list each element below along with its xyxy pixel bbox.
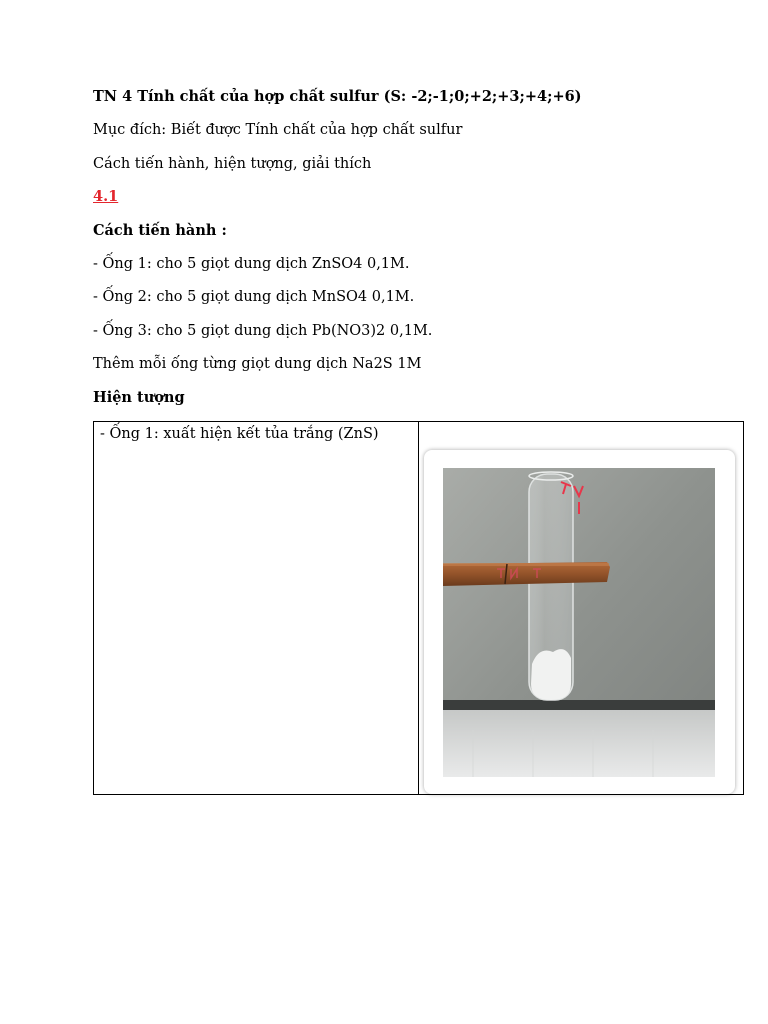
section-number: 4.1 bbox=[93, 188, 119, 205]
phenomenon-heading: Hiện tượng bbox=[93, 389, 185, 406]
procedure-heading: Cách tiến hành : bbox=[93, 222, 227, 239]
experiment-heading: TN 4 Tính chất của hợp chất sulfur (S: -2;-1;0;+2;+3;+4;+6) bbox=[93, 88, 582, 105]
step-1: - Ống 1: cho 5 giọt dung dịch ZnSO4 0,1M. bbox=[93, 256, 410, 272]
step-2: - Ống 2: cho 5 giọt dung dịch MnSO4 0,1M. bbox=[93, 289, 415, 305]
bench-edge bbox=[443, 700, 715, 710]
white-precipitate bbox=[531, 649, 571, 700]
add-reagent-text: Thêm mỗi ống từng giọt dung dịch Na2S 1M bbox=[93, 356, 422, 372]
step-3: - Ống 3: cho 5 giọt dung dịch Pb(NO3)2 0,1M. bbox=[93, 323, 433, 339]
observation-table bbox=[93, 421, 744, 795]
photo-frame bbox=[424, 450, 735, 794]
clamp-highlight bbox=[443, 563, 609, 566]
observation-text: - Ống 1: xuất hiện kết tủa trắng (ZnS) bbox=[100, 426, 379, 442]
observation-cell bbox=[94, 422, 419, 794]
bench-surface bbox=[443, 710, 715, 777]
method-intro-text: Cách tiến hành, hiện tượng, giải thích bbox=[93, 156, 372, 172]
purpose-text: Mục đích: Biết được Tính chất của hợp chất sulfur bbox=[93, 122, 463, 138]
test-tube-photo bbox=[443, 468, 715, 777]
